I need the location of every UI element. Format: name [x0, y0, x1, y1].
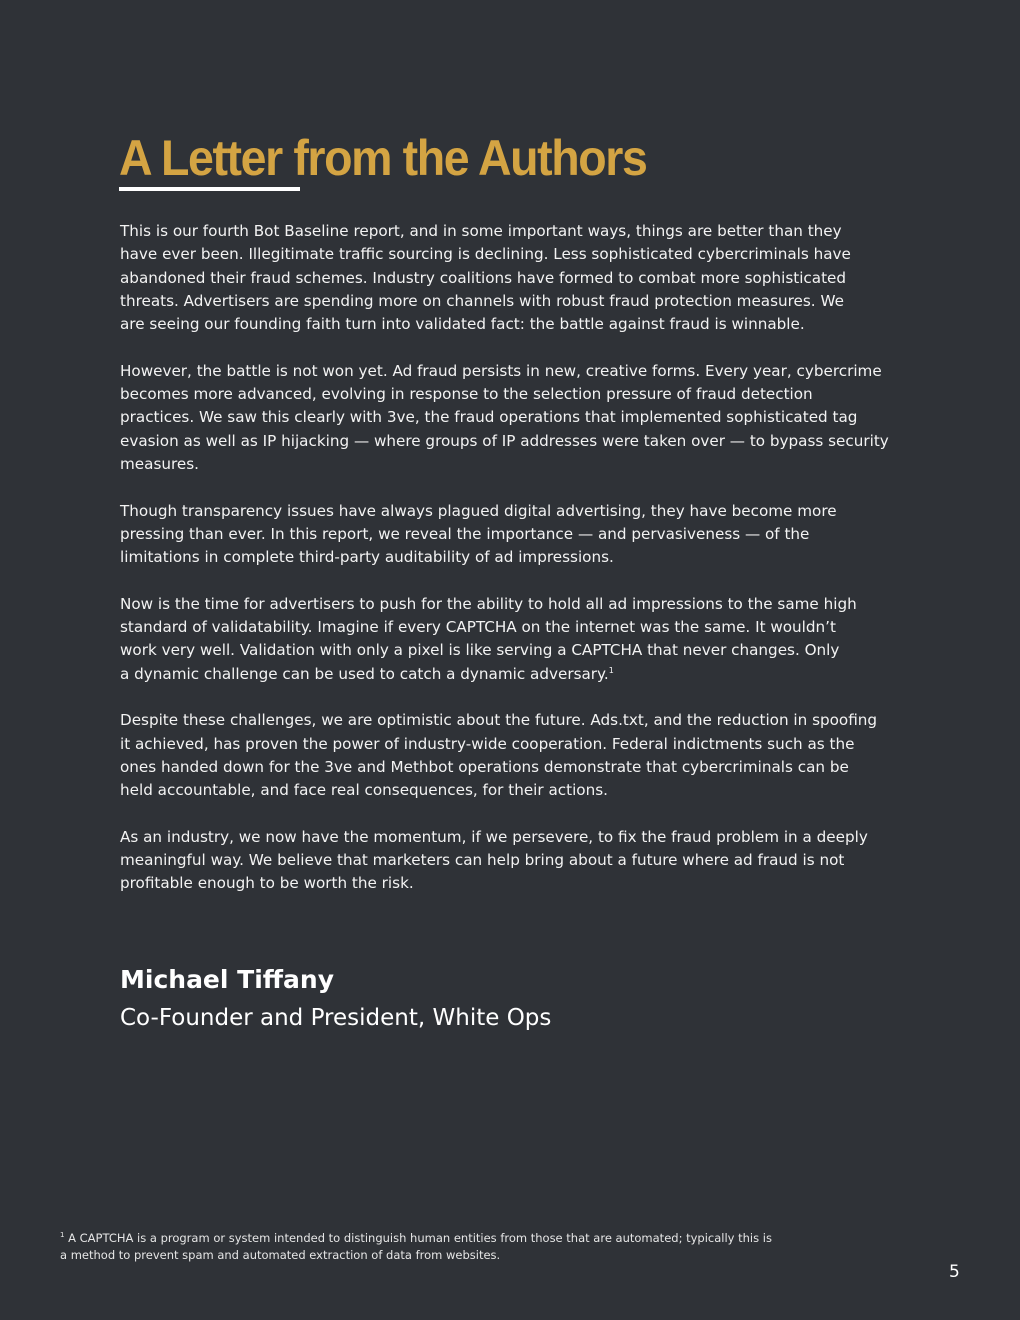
paragraph-1: This is our fourth Bot Baseline report, and in some important ways, things are better than they have ever been. Illegitimate traffic sourcing is declining. Less sophisticated cybercriminals have abandoned their fraud schemes. Industry coalitions have formed to combat more sophisticated threats. Advertisers are spending more on channels with robust fraud protection measures. We are seeing our founding faith turn into validated fact: the battle against fraud is winnable.	[120, 222, 851, 334]
paragraph-4-text: Now is the time for advertisers to push for the ability to hold all ad impressions to the same high standard of validatability. Imagine if every CAPTCHA on the internet was the same. It wouldn’t work very well. Validation with only a pixel is like serving a CAPTCHA that never changes. Only a dynamic challenge can be used to catch a dynamic adversary.	[120, 594, 857, 683]
page-title: A Letter from the Authors	[119, 130, 647, 186]
signature-name: Michael Tiffany	[120, 965, 335, 994]
footnote-text: A CAPTCHA is a program or system intended to distinguish human entities from those that are automated; typically this is a method to prevent spam and automated extraction of data from websites.	[60, 1231, 772, 1262]
title-underline	[119, 187, 300, 191]
paragraph-5: Despite these challenges, we are optimistic about the future. Ads.txt, and the reduction in spoofing it achieved, has proven the power of industry-wide cooperation. Federal indictments such as the ones handed down for the 3ve and Methbot operations demonstrate that cybercriminals can be held accountable, and face real consequences, for their actions.	[120, 711, 878, 800]
footnote-marker: 1	[60, 1231, 65, 1240]
signature-role: Co-Founder and President, White Ops	[120, 1005, 552, 1031]
footnote	[60, 1230, 820, 1264]
page-number: 5	[949, 1262, 960, 1282]
letter-body	[120, 220, 920, 919]
paragraph-2: However, the battle is not won yet. Ad fraud persists in new, creative forms. Every year, cybercrime becomes more advanced, evolving in response to the selection pressure of fraud detection practices. We saw this clearly with 3ve, the fraud operations that implemented sophisticated tag evasion as well as IP hijacking — where groups of IP addresses were taken over — to bypass security measures.	[120, 361, 889, 473]
paragraph-3: Though transparency issues have always plagued digital advertising, they have become more pressing than ever. In this report, we reveal the importance — and pervasiveness — of the limitations in complete third-party auditability of ad impressions.	[120, 501, 837, 567]
footnote-reference[interactable]: 1	[608, 665, 614, 675]
paragraph-6: As an industry, we now have the momentum, if we persevere, to fix the fraud problem in a deeply meaningful way. We believe that marketers can help bring about a future where ad fraud is not profitable enough to be worth the risk.	[120, 827, 868, 893]
paragraph-4	[120, 593, 920, 686]
